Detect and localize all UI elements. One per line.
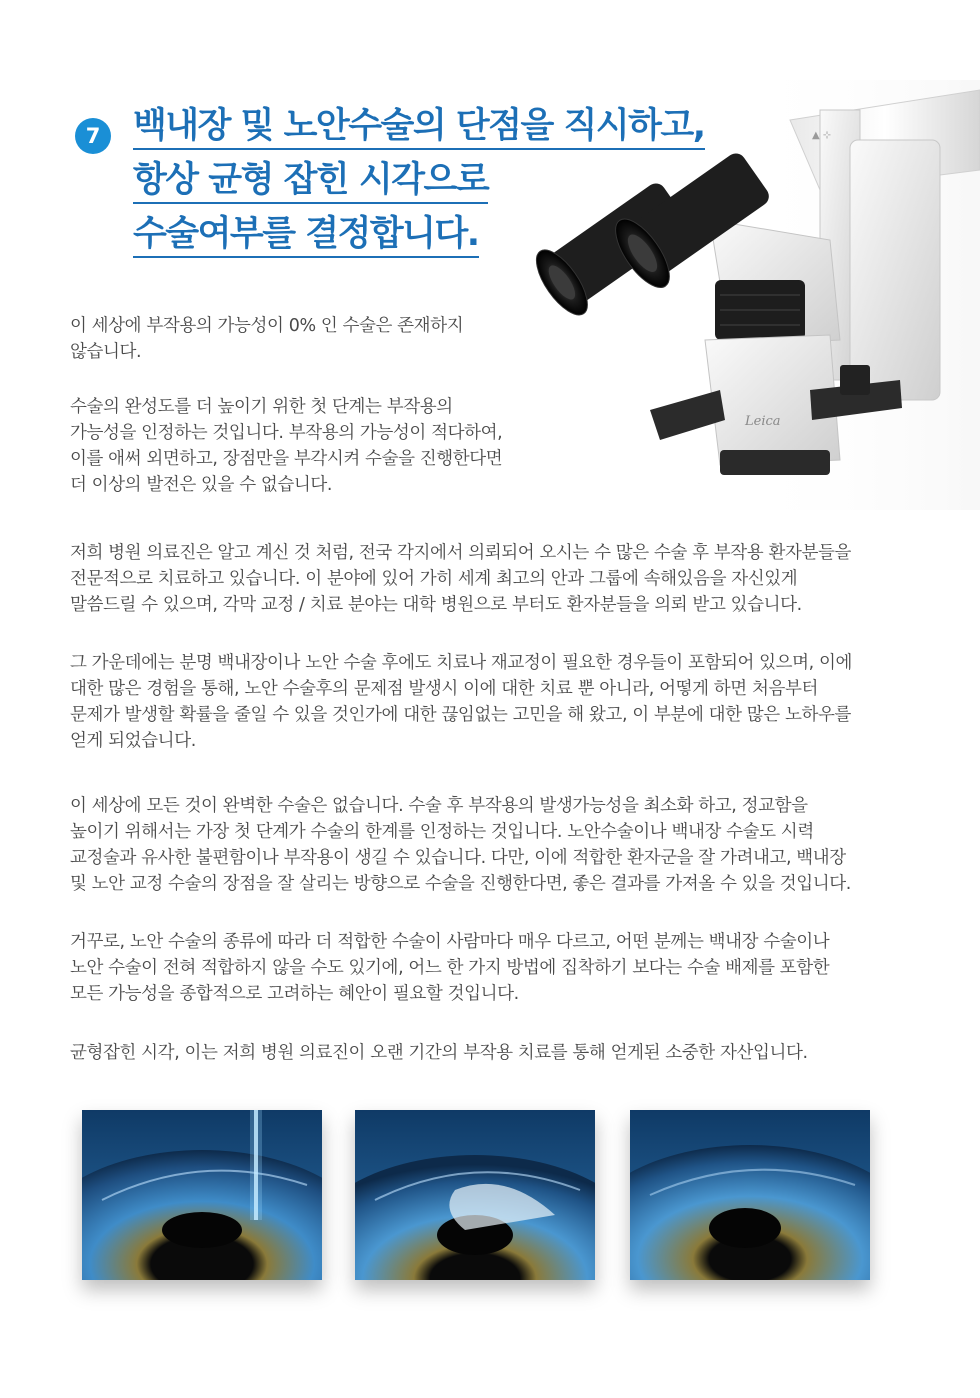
heading-line-1: 백내장 및 노안수술의 단점을 직시하고, (133, 104, 705, 150)
paragraph-5: 이 세상에 모든 것이 완벽한 수술은 없습니다. 수술 후 부작용의 발생가능성을 최소화 하고, 정교함을 높이기 위해서는 가장 첫 단계가 수술의 한계를 인정하는 것입니다. 노안수술이나 백내장 수술도 시력 교정술과 유사한 불편함이나 부작용이 생길 수 있습니다. 다만, 이에 적합한 환자군을 잘 가려내고, 백내장 및 노안 교정 수술의 장점을 잘 살리는 방향으로 수술을 진행한다면, 좋은 결과를 가져올 수 있을 것입니다. (70, 796, 851, 894)
paragraph-1: 이 세상에 부작용의 가능성이 0% 인 수술은 존재하지 않습니다. (70, 316, 464, 362)
paragraph-2: 수술의 완성도를 더 높이기 위한 첫 단계는 부작용의 가능성을 인정하는 것입니다. 부작용의 가능성이 적다하여, 이를 애써 외면하고, 장점만을 부각시켜 수술을 진행한다면 더 이상의 발전은 있을 수 없습니다. (70, 397, 503, 495)
eye-photo-flap (355, 1110, 595, 1280)
svg-text:Leica: Leica (745, 414, 781, 429)
eye-photo-laser (82, 1110, 322, 1280)
step-number-badge: 7 (75, 118, 111, 154)
paragraph-7: 균형잡힌 시각, 이는 저희 병원 의료진이 오랜 기간의 부작용 치료를 통해 얻게된 소중한 자산입니다. (70, 1043, 808, 1063)
paragraph-6: 거꾸로, 노안 수술의 종류에 따라 더 적합한 수술이 사람마다 매우 다르고, 어떤 분께는 백내장 수술이나 노안 수술이 전혀 적합하지 않을 수도 있기에, 어느 한 가지 방법에 집착하기 보다는 수술 배제를 포함한 모든 가능성을 종합적으로 고려하는 혜안이 필요할 것입니다. (70, 932, 830, 1004)
eye-photo-healed (630, 1110, 870, 1280)
paragraph-4: 그 가운데에는 분명 백내장이나 노안 수술 후에도 치료나 재교정이 필요한 경우들이 포함되어 있으며, 이에 대한 많은 경험을 통해, 노안 수술후의 문제점 발생시 이에 대한 치료 뿐 아니라, 어떻게 하면 처음부터 문제가 발생할 확률을 줄일 수 있을 것인가에 대한 끊임없는 고민을 해 왔고, 이 부분에 대한 많은 노하우를 얻게 되었습니다. (70, 653, 852, 751)
svg-text:▲ ⊹: ▲ ⊹ (812, 130, 832, 141)
heading-line-2: 항상 균형 잡힌 시각으로 (133, 158, 488, 204)
heading-line-3: 수술여부를 결정합니다. (133, 212, 479, 258)
surgical-microscope-image (520, 80, 980, 510)
paragraph-3: 저희 병원 의료진은 알고 계신 것 처럼, 전국 각지에서 의뢰되어 오시는 수 많은 수술 후 부작용 환자분들을 전문적으로 치료하고 있습니다. 이 분야에 있어 가히 세계 최고의 안과 그룹에 속해있음을 자신있게 말씀드릴 수 있으며, 각막 교정 / 치료 분야는 대학 병원으로 부터도 환자분들을 의뢰 받고 있습니다. (70, 543, 851, 615)
